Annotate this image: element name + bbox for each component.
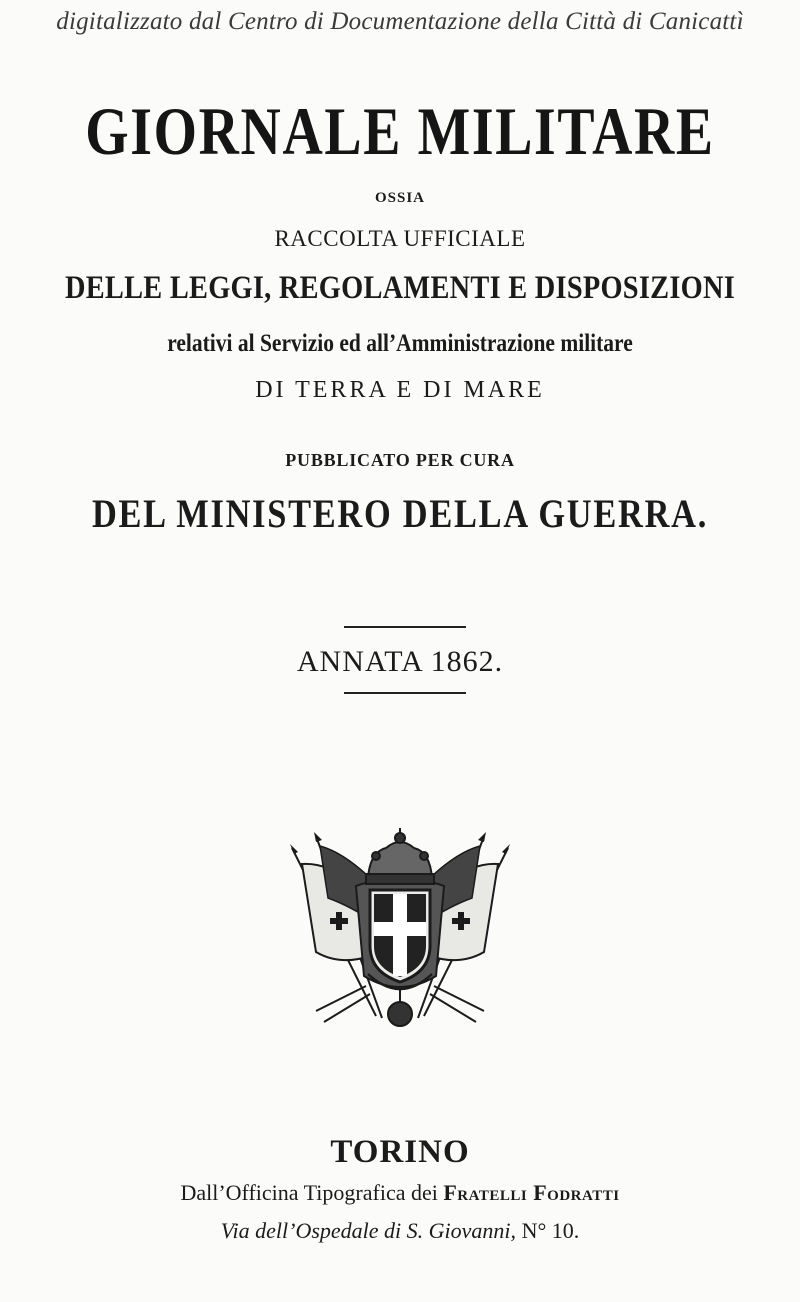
ossia-label: OSSIA xyxy=(374,190,426,206)
digitization-watermark: digitalizzato dal Centro di Documentazione della Città di Canicattì xyxy=(56,8,744,35)
imprint-street: Via dell’Ospedale di S. Giovanni, xyxy=(220,1218,517,1243)
main-title: GIORNALE MILITARE xyxy=(85,93,715,169)
subtitle-relativi: relativi al Servizio ed all’Amministrazione militare xyxy=(167,330,633,357)
ministry-line: DEL MINISTERO DELLA GUERRA. xyxy=(91,491,709,536)
year-annata: ANNATA 1862. xyxy=(296,645,504,678)
imprint-officina-text: Dall’Officina Tipografica dei xyxy=(180,1180,444,1205)
raccolta-line: RACCOLTA UFFICIALE xyxy=(274,226,526,251)
imprint-publisher-name: Fratelli Fodratti xyxy=(443,1180,620,1205)
subtitle-terra-mare: DI TERRA E DI MARE xyxy=(255,377,545,403)
pubblicato-line: PUBBLICATO PER CURA xyxy=(285,450,515,470)
imprint-printer xyxy=(0,1180,800,1206)
imprint-city: TORINO xyxy=(330,1134,470,1170)
bottom-rule xyxy=(344,692,466,694)
imprint-number: N° 10. xyxy=(516,1218,580,1243)
imprint-address xyxy=(0,1218,800,1244)
subtitle-laws: DELLE LEGGI, REGOLAMENTI E DISPOSIZIONI xyxy=(64,270,736,306)
top-rule xyxy=(344,626,466,628)
savoy-coat-of-arms-icon xyxy=(286,826,514,1036)
